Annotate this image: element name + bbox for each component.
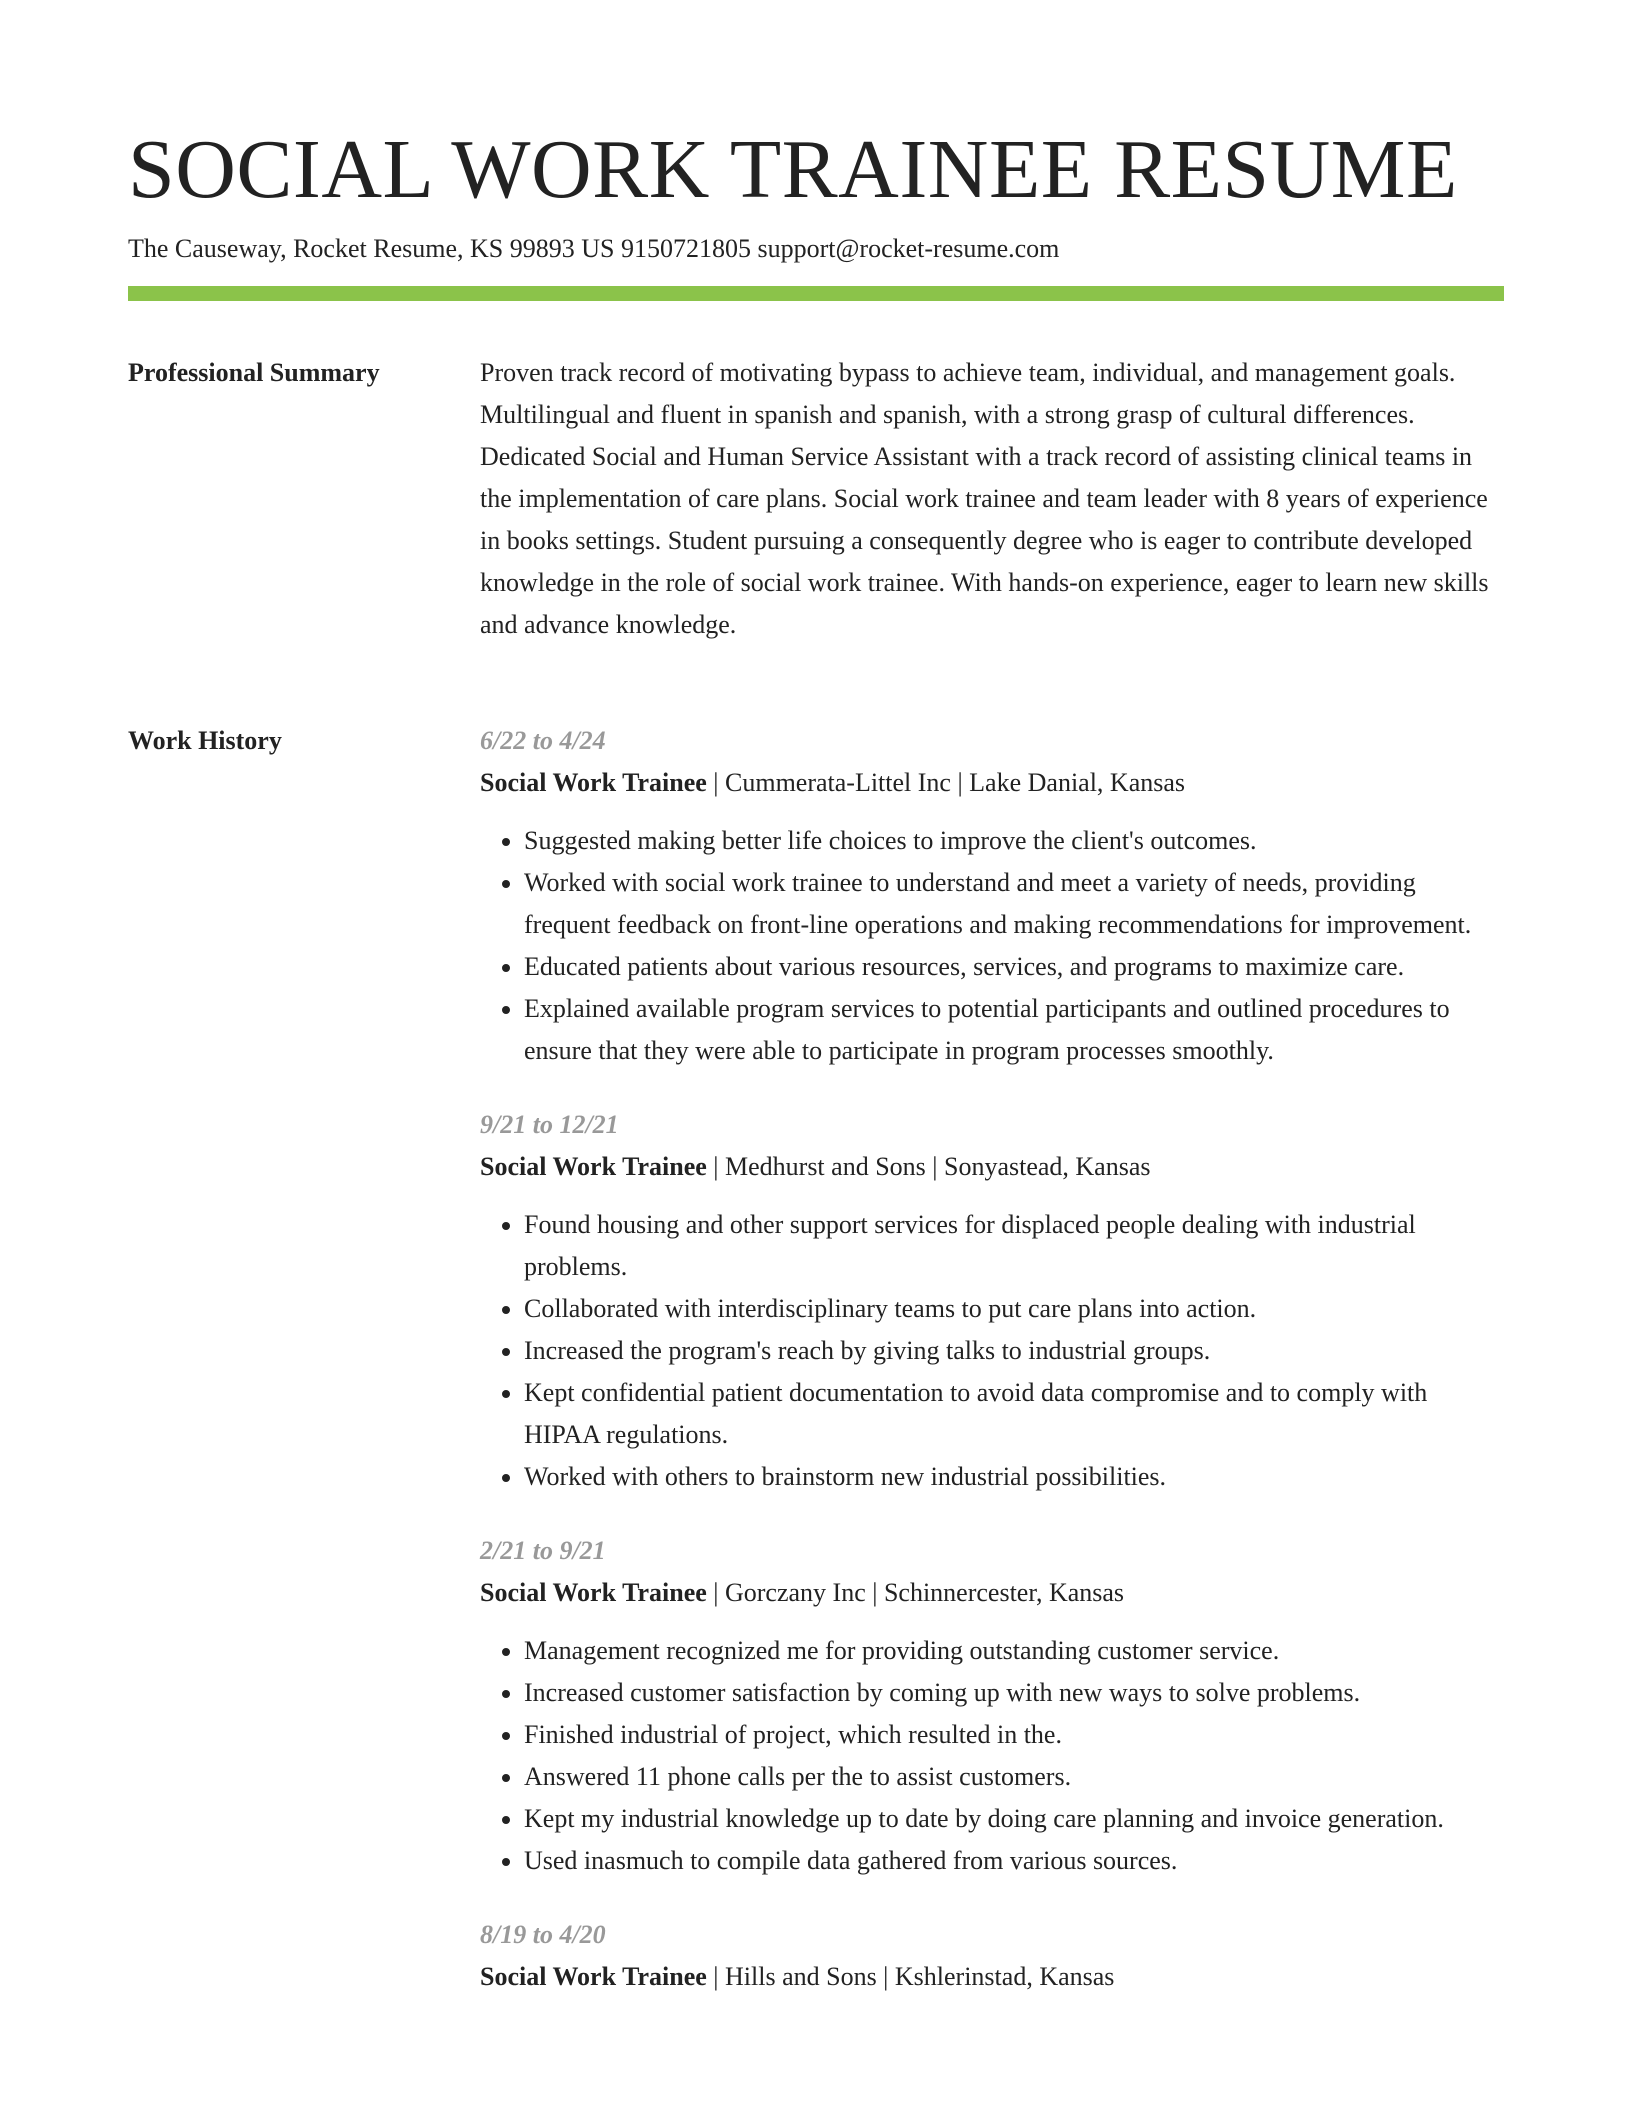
job-bullet: • Suggested making better life choices to improve the client's outcomes.: [524, 820, 1504, 862]
job-entry: [480, 1104, 1504, 1498]
job-title: Social Work Trainee: [480, 768, 707, 797]
job-bullet: • Found housing and other support services for displaced people dealing with industrial problems.: [524, 1204, 1504, 1288]
job-bullet: • Educated patients about various resources, services, and programs to maximize care.: [524, 946, 1504, 988]
job-entry: [480, 1914, 1504, 1998]
resume-title: SOCIAL WORK TRAINEE RESUME: [128, 123, 1458, 216]
contact-info: The Causeway, Rocket Resume, KS 99893 US 9150721805 support@rocket-resume.com: [128, 234, 1060, 263]
job-dates: 2/21 to 9/21: [480, 1536, 606, 1565]
job-heading: [480, 1146, 1504, 1188]
job-employer-location: | Cummerata-Littel Inc | Lake Danial, Kansas: [706, 768, 1186, 797]
job-title: Social Work Trainee: [480, 1578, 707, 1607]
summary-text: Proven track record of motivating bypass to achieve team, individual, and management goals. Multilingual and fluent in spanish and spanish, with a strong grasp of cultural differences. Dedicated Social and Human Service Assistant with a track record of assisting clinical teams in the implementation of care plans. Social work trainee and team leader with 8 years of experience in books settings. Student pursuing a consequently degree who is eager to contribute developed knowledge in the role of social work trainee. With hands-on experience, eager to learn new skills and advance knowledge.: [480, 358, 1489, 639]
job-bullet: • Answered 11 phone calls per the to assist customers.: [524, 1756, 1504, 1798]
work-history-body: [480, 720, 1504, 2030]
job-entry: [480, 1530, 1504, 1882]
job-bullet: • Used inasmuch to compile data gathered from various sources.: [524, 1840, 1504, 1882]
job-bullet: • Increased the program's reach by giving talks to industrial groups.: [524, 1330, 1504, 1372]
job-bullet-list: [480, 1204, 1504, 1498]
job-bullet: • Worked with others to brainstorm new industrial possibilities.: [524, 1456, 1504, 1498]
job-bullet-list: [480, 820, 1504, 1072]
job-dates: 9/21 to 12/21: [480, 1110, 619, 1139]
job-bullet: • Explained available program services to potential participants and outlined procedures to ensure that they were able to participate in program processes smoothly.: [524, 988, 1504, 1072]
job-entry: [480, 720, 1504, 1072]
header-divider: [128, 286, 1504, 301]
work-history-label: Work History: [128, 726, 282, 755]
summary-label: Professional Summary: [128, 358, 380, 387]
job-heading: [480, 1956, 1504, 1998]
job-bullet: • Kept confidential patient documentation to avoid data compromise and to comply with HIPAA regulations.: [524, 1372, 1504, 1456]
job-title: Social Work Trainee: [480, 1152, 707, 1181]
job-dates: 6/22 to 4/24: [480, 726, 606, 755]
job-bullet: • Management recognized me for providing outstanding customer service.: [524, 1630, 1504, 1672]
summary-body: [480, 352, 1504, 646]
job-bullet: • Kept my industrial knowledge up to date by doing care planning and invoice generation.: [524, 1798, 1504, 1840]
job-employer-location: | Hills and Sons | Kshlerinstad, Kansas: [706, 1962, 1115, 1991]
job-bullet: • Finished industrial of project, which resulted in the.: [524, 1714, 1504, 1756]
job-title: Social Work Trainee: [480, 1962, 707, 1991]
job-employer-location: | Gorczany Inc | Schinnercester, Kansas: [706, 1578, 1125, 1607]
job-bullet: • Collaborated with interdisciplinary teams to put care plans into action.: [524, 1288, 1504, 1330]
job-dates: 8/19 to 4/20: [480, 1920, 606, 1949]
job-bullet: • Increased customer satisfaction by coming up with new ways to solve problems.: [524, 1672, 1504, 1714]
job-heading: [480, 1572, 1504, 1614]
job-bullet: • Worked with social work trainee to understand and meet a variety of needs, providing frequent feedback on front-line operations and making recommendations for improvement.: [524, 862, 1504, 946]
job-heading: [480, 762, 1504, 804]
job-employer-location: | Medhurst and Sons | Sonyastead, Kansas: [706, 1152, 1151, 1181]
job-bullet-list: [480, 1630, 1504, 1882]
